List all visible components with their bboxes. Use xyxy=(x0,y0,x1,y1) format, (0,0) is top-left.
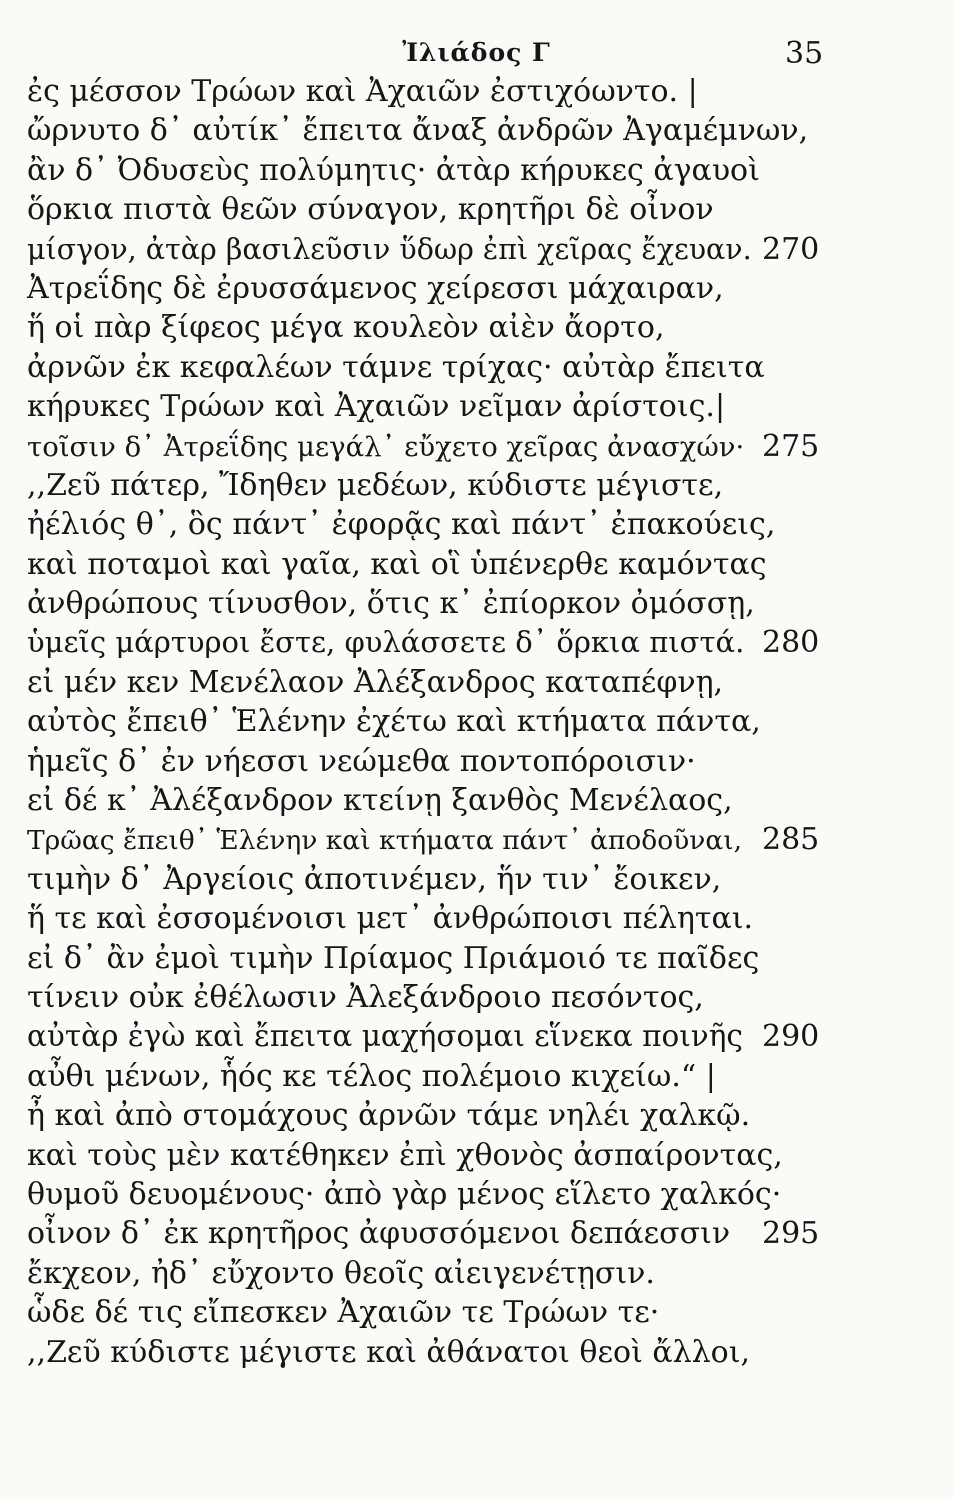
verse-line xyxy=(27,860,927,899)
verse-line xyxy=(27,820,927,859)
verse-line-text: ἡμεῖς δ᾽ ἐν νήεσσι νεώμεθα ποντοπόροισιν· xyxy=(27,743,696,779)
verse-line xyxy=(27,1214,927,1253)
verse-line-text: εἰ δ᾽ ἂν ἐμοὶ τιμὴν Πρίαμος Πριάμοιό τε παῖδες xyxy=(27,940,760,976)
verse-line-text: τοῖσιν δ᾽ Ἀτρεΐδης μεγάλ᾽ εὔχετο χεῖρας ἀνασχών· xyxy=(27,430,745,463)
verse-line xyxy=(27,663,927,702)
verse-text-block xyxy=(27,72,927,1372)
verse-line xyxy=(27,899,927,938)
verse-line-text: ὑμεῖς μάρτυροι ἔστε, φυλάσσετε δ᾽ ὅρκια πιστά. xyxy=(27,625,745,660)
line-number: 270 xyxy=(762,231,820,267)
verse-line-text: καὶ τοὺς μὲν κατέθηκεν ἐπὶ χθονὸς ἀσπαίροντας, xyxy=(27,1137,783,1173)
verse-line-text: ἔκχεον, ἠδ᾽ εὔχοντο θεοῖς αἰειγενέτῃσιν. xyxy=(27,1255,655,1291)
verse-line xyxy=(27,584,927,623)
verse-line-text: αὐτὰρ ἐγὼ καὶ ἔπειτα μαχήσομαι εἵνεκα ποινῆς xyxy=(27,1019,743,1054)
verse-line xyxy=(27,545,927,584)
verse-line xyxy=(27,427,927,466)
verse-line-text: καὶ ποταμοὶ καὶ γαῖα, καὶ οἳ ὑπένερθε καμόντας xyxy=(27,546,767,582)
verse-line-text: κήρυκες Τρώων καὶ Ἀχαιῶν νεῖμαν ἀρίστοις.| xyxy=(27,389,726,425)
verse-line xyxy=(27,742,927,781)
verse-line-text: Τρῶας ἔπειθ᾽ Ἑλένην καὶ κτήματα πάντ᾽ ἀποδοῦναι, xyxy=(27,825,743,857)
verse-line xyxy=(27,1057,927,1096)
verse-line xyxy=(27,308,927,347)
line-number: 280 xyxy=(762,625,820,661)
verse-line-text: θυμοῦ δευομένους· ἀπὸ γὰρ μένος εἵλετο χαλκός· xyxy=(27,1176,782,1212)
line-number: 295 xyxy=(762,1216,820,1252)
verse-line xyxy=(27,1136,927,1175)
verse-line-text: ἥ οἱ πὰρ ξίφεος μέγα κουλεὸν αἰὲν ἄορτο, xyxy=(27,310,665,346)
verse-line xyxy=(27,190,927,229)
verse-line xyxy=(27,939,927,978)
page-number: 35 xyxy=(785,36,824,71)
verse-line-text: ἦ καὶ ἀπὸ στομάχους ἀρνῶν τάμε νηλέι χαλκῷ. xyxy=(27,1098,751,1134)
verse-line xyxy=(27,111,927,150)
verse-line-text: ,,Ζεῦ πάτερ, Ἴδηθεν μεδέων, κύδιστε μέγιστε, xyxy=(27,467,724,503)
verse-line-text: ἠέλιός θ᾽, ὃς πάντ᾽ ἐφορᾷς καὶ πάντ᾽ ἐπακούεις, xyxy=(27,507,776,543)
verse-line-text: αὐτὸς ἔπειθ᾽ Ἑλένην ἐχέτω καὶ κτήματα πάντα, xyxy=(27,704,761,740)
verse-line xyxy=(27,151,927,190)
verse-line xyxy=(27,1254,927,1293)
verse-line xyxy=(27,1175,927,1214)
line-number: 285 xyxy=(762,822,820,858)
verse-line-text: αὖθι μένων, ἧός κε τέλος πολέμοιο κιχείω.“ | xyxy=(27,1058,716,1094)
verse-line-text: εἰ μέν κεν Μενέλαον Ἀλέξανδρος καταπέφνῃ, xyxy=(27,664,724,700)
verse-line xyxy=(27,230,927,269)
verse-line xyxy=(27,387,927,426)
verse-line-text: ὤρνυτο δ᾽ αὐτίκ᾽ ἔπειτα ἄναξ ἀνδρῶν Ἀγαμέμνων, xyxy=(27,113,809,149)
verse-line xyxy=(27,466,927,505)
verse-line xyxy=(27,781,927,820)
verse-line-text: ἥ τε καὶ ἐσσομένοισι μετ᾽ ἀνθρώποισι πέληται. xyxy=(27,901,754,937)
verse-line xyxy=(27,978,927,1017)
line-number: 290 xyxy=(762,1019,820,1055)
verse-line xyxy=(27,72,927,111)
verse-line xyxy=(27,623,927,662)
verse-line-text: ,,Ζεῦ κύδιστε μέγιστε καὶ ἀθάνατοι θεοὶ ἄλλοι, xyxy=(27,1334,751,1370)
verse-line-text: μίσγον, ἀτὰρ βασιλεῦσιν ὕδωρ ἐπὶ χεῖρας ἔχευαν. xyxy=(27,232,752,266)
verse-line-text: ὅρκια πιστὰ θεῶν σύναγον, κρητῆρι δὲ οἶνον xyxy=(27,192,714,228)
verse-line-text: ἀνθρώπους τίνυσθον, ὅτις κ᾽ ἐπίορκον ὀμόσσῃ, xyxy=(27,586,755,622)
verse-line xyxy=(27,1096,927,1135)
running-header-title: Ἰλιάδος Γ xyxy=(402,38,551,67)
verse-line xyxy=(27,1333,927,1372)
line-number: 275 xyxy=(762,428,820,464)
verse-line-text: Ἀτρεΐδης δὲ ἐρυσσάμενος χείρεσσι μάχαιραν, xyxy=(27,270,724,306)
verse-line-text: ἐς μέσσον Τρώων καὶ Ἀχαιῶν ἐστιχόωντο. | xyxy=(27,74,698,109)
verse-line xyxy=(27,348,927,387)
verse-line-text: εἰ δέ κ᾽ Ἀλέξανδρον κτείνῃ ξανθὸς Μενέλαος, xyxy=(27,783,733,819)
verse-line-text: ἂν δ᾽ Ὀδυσεὺς πολύμητις· ἀτὰρ κήρυκες ἀγαυοὶ xyxy=(27,152,760,188)
verse-line-text: τιμὴν δ᾽ Ἀργείοις ἀποτινέμεν, ἥν τιν᾽ ἔοικεν, xyxy=(27,861,722,897)
verse-line xyxy=(27,702,927,741)
verse-line xyxy=(27,1293,927,1332)
verse-line xyxy=(27,1017,927,1056)
verse-line-text: τίνειν οὐκ ἐθέλωσιν Ἀλεξάνδροιο πεσόντος, xyxy=(27,979,704,1015)
verse-line xyxy=(27,505,927,544)
verse-line-text: ἀρνῶν ἐκ κεφαλέων τάμνε τρίχας· αὐτὰρ ἔπειτα xyxy=(27,349,765,385)
verse-line-text: ὧδε δέ τις εἴπεσκεν Ἀχαιῶν τε Τρώων τε· xyxy=(27,1295,660,1331)
verse-line-text: οἶνον δ᾽ ἐκ κρητῆρος ἀφυσσόμενοι δεπάεσσιν xyxy=(27,1216,731,1252)
verse-line xyxy=(27,269,927,308)
